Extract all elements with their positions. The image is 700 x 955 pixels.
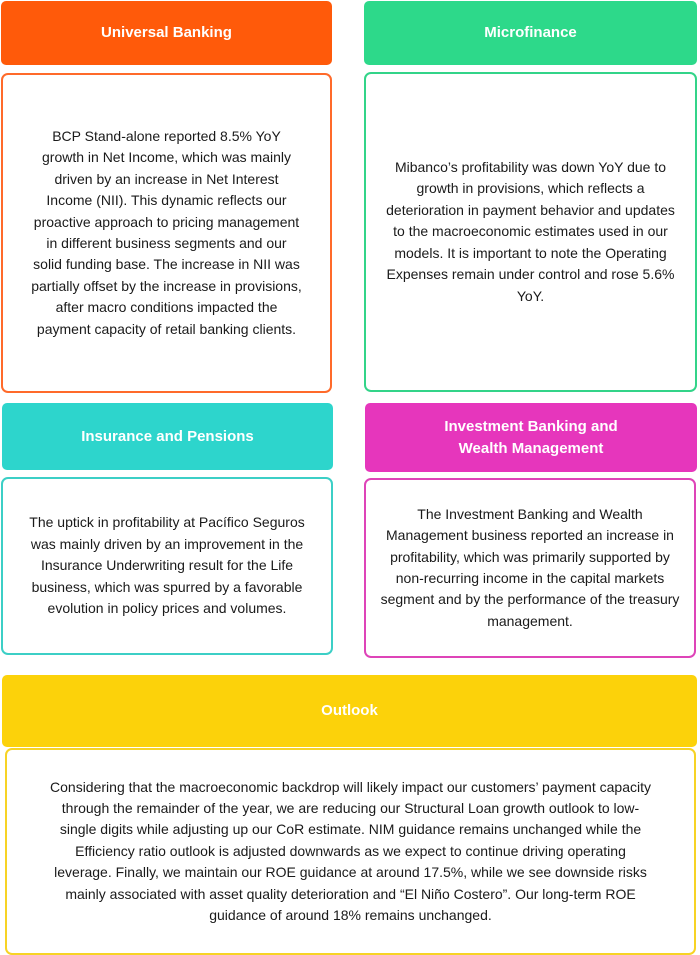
outlook-header <box>2 675 697 747</box>
investment-banking-panel <box>364 478 696 658</box>
outlook-panel <box>5 748 696 955</box>
investment-banking-text: The Investment Banking and Wealth Management business reported an increase in profitability, which was primarily supported by non-recurring income in the capital markets segment and by the performance of the treasury management. <box>380 505 680 629</box>
microfinance-header <box>364 1 697 65</box>
insurance-pensions-header <box>2 403 333 470</box>
microfinance-panel <box>364 72 697 392</box>
microfinance-title: Microfinance <box>484 24 577 41</box>
microfinance-text: Mibanco’s profitability was down YoY due to growth in provisions, which reflects a deterioration in payment behavior and updates to the macroeconomic estimates used in our models. It is important to note the Operating Expenses remain under control and rose 5.6% YoY. <box>386 159 675 304</box>
universal-banking-header <box>1 1 332 65</box>
universal-banking-panel <box>1 73 332 393</box>
insurance-pensions-panel <box>1 477 333 655</box>
universal-banking-title: Universal Banking <box>101 24 232 41</box>
outlook-text: Considering that the macroeconomic backdrop will likely impact our customers’ payment capacity through the remainder of the year, we are reducing our Structural Loan growth outlook to low-single digits while adjusting up our CoR estimate. NIM guidance remains unchanged while the Efficiency ratio outlook is adjusted downwards as we expect to continue driving operating leverage. Finally, we maintain our ROE guidance at around 17.5%, while we see downside risks mainly associated with asset quality deterioration and “El Niño Costero”. Our long-term ROE guidance of around 18% remains unchanged. <box>50 778 651 924</box>
insurance-pensions-text: The uptick in profitability at Pacífico Seguros was mainly driven by an improvement in the Insurance Underwriting result for the Life business, which was spurred by a favorable evolution in policy prices and volumes. <box>29 514 305 617</box>
investment-banking-header <box>365 403 697 472</box>
investment-banking-title-line1: Investment Banking and <box>444 417 618 435</box>
universal-banking-text: BCP Stand-alone reported 8.5% YoY growth in Net Income, which was mainly driven by an increase in Net Interest Income (NII). This dynamic reflects our proactive approach to pricing management in different business segments and our solid funding base. The increase in NII was partially offset by the increase in provisions, after macro conditions impacted the payment capacity of retail banking clients. <box>31 127 302 337</box>
investment-banking-title-line2: Wealth Management <box>458 439 604 457</box>
outlook-title: Outlook <box>321 702 378 719</box>
insurance-pensions-title: Insurance and Pensions <box>81 427 254 445</box>
